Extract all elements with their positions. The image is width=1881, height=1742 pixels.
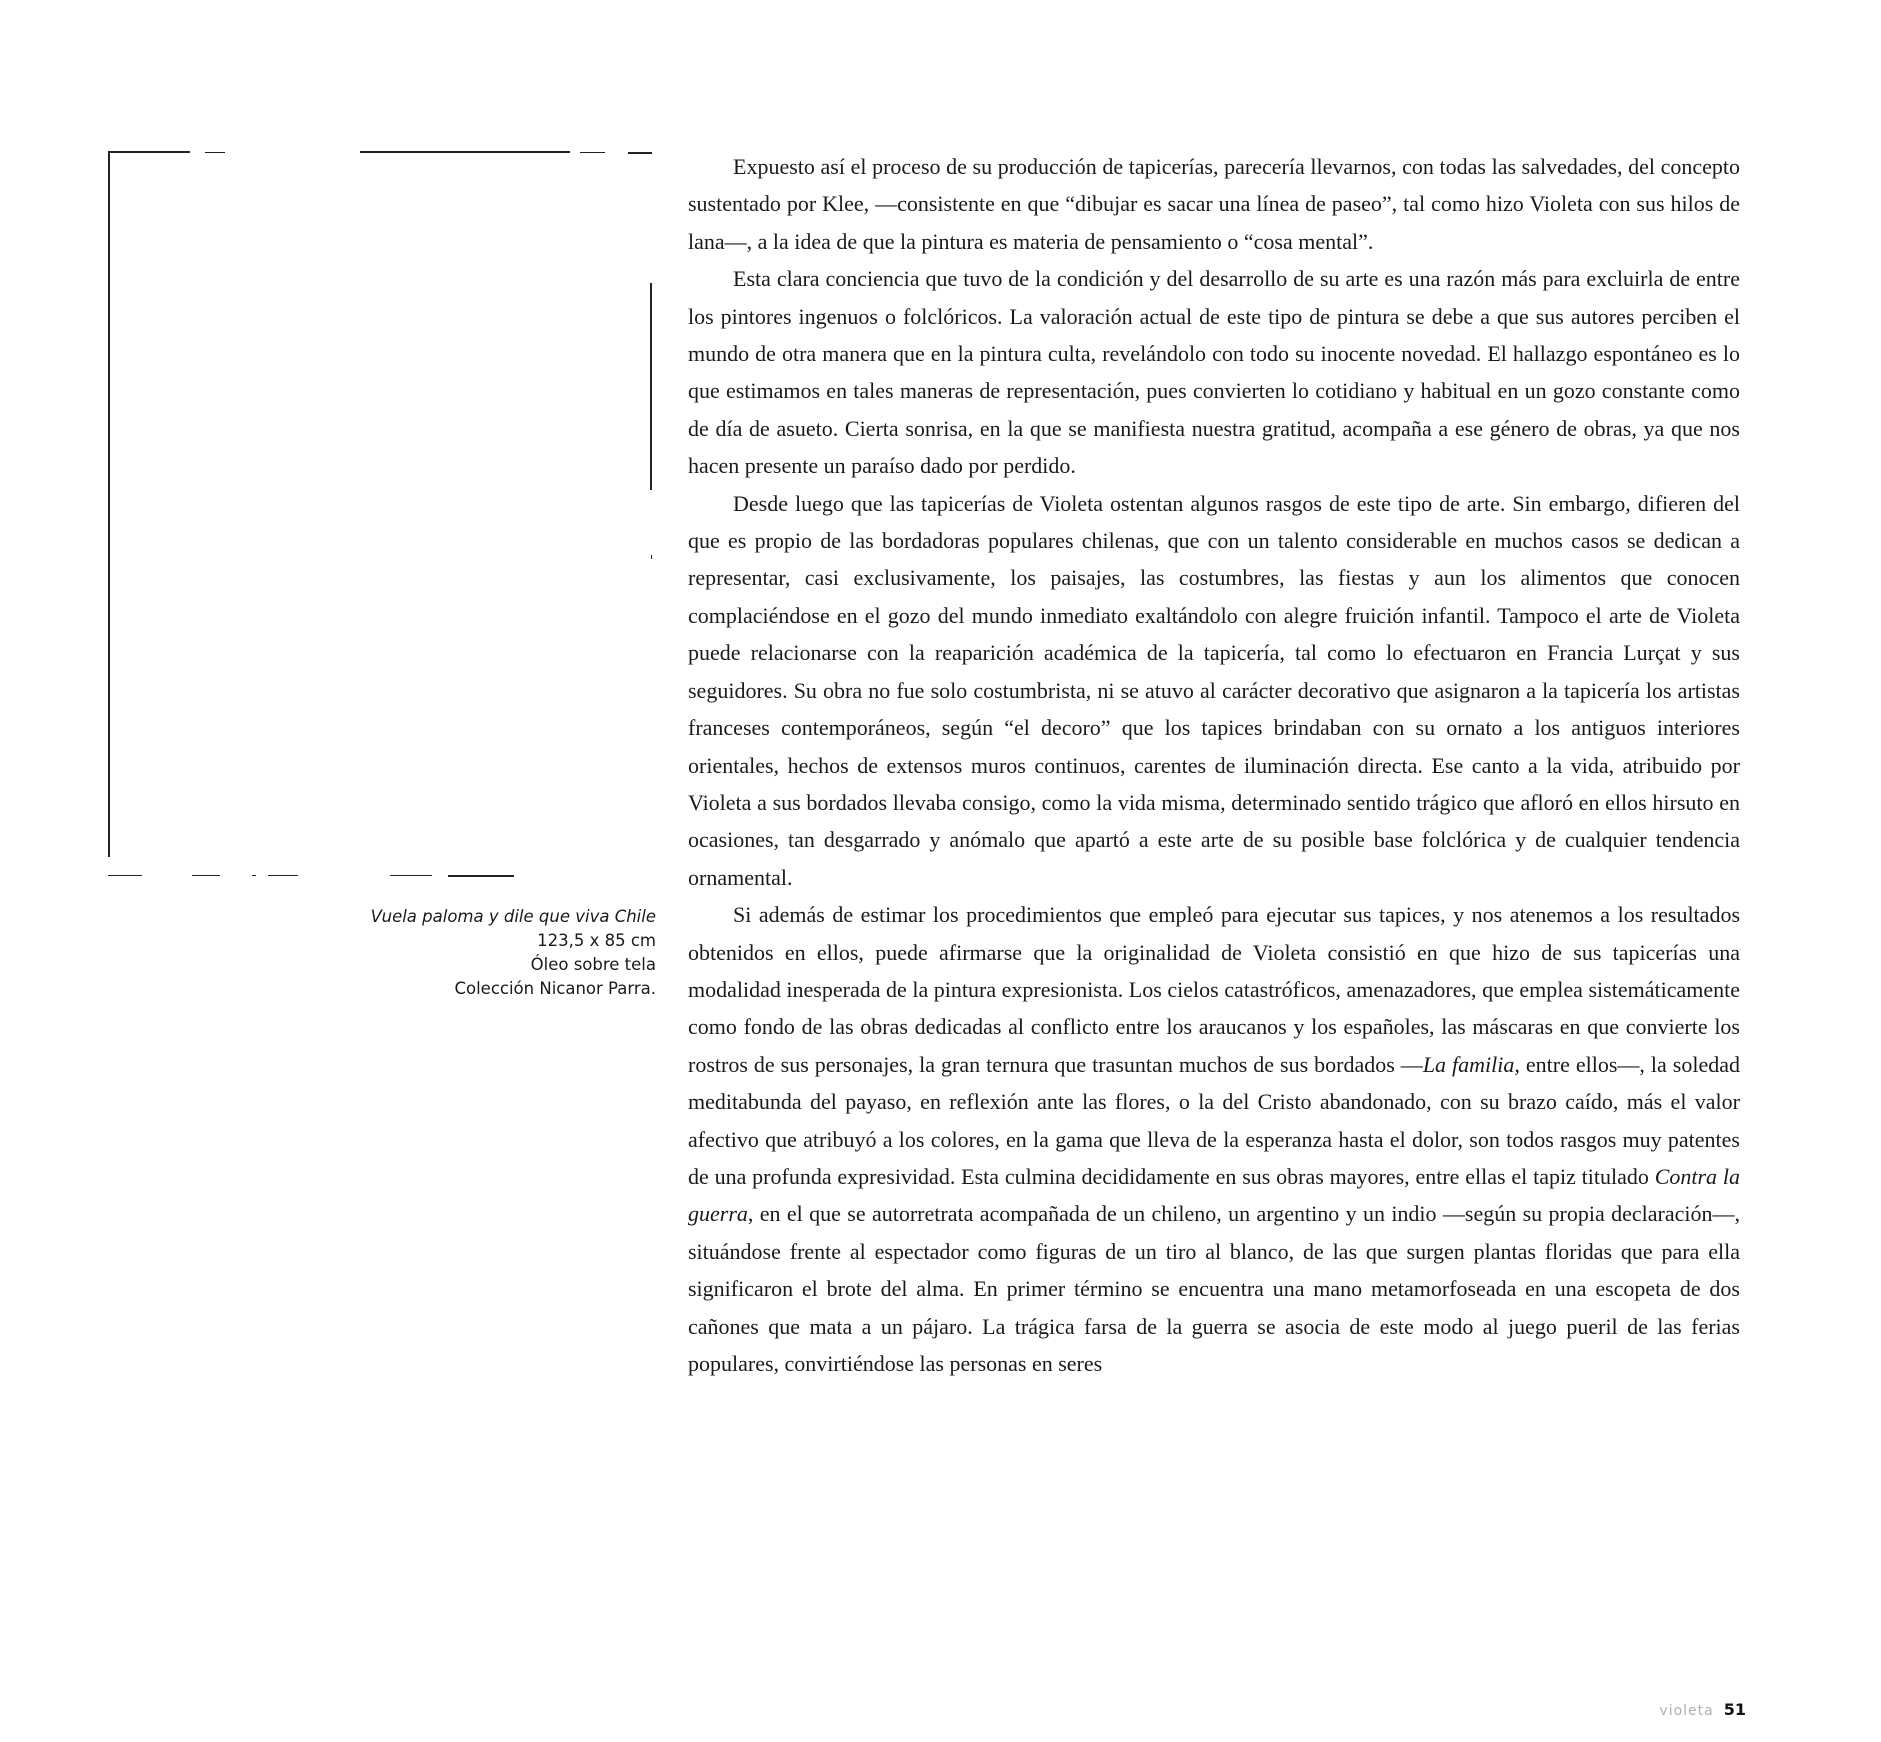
paragraph-3: Desde luego que las tapicerías de Violeta ostentan algunos rasgos de este tipo de arte. Sin embargo, difieren del que es propio de las bordadoras populares chilenas, que con un talento considerable en muchos casos se dedican a representar, casi exclusivamente, los paisajes, las costumbres, las fiestas y aun los alimentos que conocen complaciéndose en el gozo del mundo inmediato exaltándolo con alegre fruición infantil. Tampoco el arte de Violeta puede relacionarse con la reaparición académica de la tapicería, tal como lo efectuaron en Francia Lurçat y sus seguidores. Su obra no fue solo costumbrista, ni se atuvo al carácter decorativo que asignaron a la tapicería los artistas franceses contemporáneos, según “el decoro” que los tapices brindaban con su ornato a los antiguos interiores orientales, hechos de extensos muros continuos, carentes de iluminación directa. Ese canto a la vida, atribuido por Violeta a sus bordados llevaba consigo, como la vida misma, determinado sentido trágico que afloró en ellos hirsuto en ocasiones, tan desgarrado y anómalo que apartó a este arte de su posible base folclórica y de cualquier tendencia ornamental. <box>688 490 1740 890</box>
frame-edge <box>448 875 514 877</box>
artwork-title-contra-la-guerra: Contra la guerra <box>688 1163 1740 1227</box>
paragraph-1: Expuesto así el proceso de su producción de tapicerías, parecería llevarnos, con todas las salvedades, del concepto sustentado por Klee, —consistente en que “dibujar es sacar una línea de paseo”, tal como hizo Violeta con sus hilos de lana—, a la idea de que la pintura es materia de pensamiento o “cosa mental”. <box>688 154 1740 254</box>
running-head: violeta <box>1659 1703 1714 1719</box>
caption-dimensions: 123,5 x 85 cm <box>537 931 656 950</box>
paragraph-4-part-c: , en el que se autorretrata acompañada de un chileno, un argentino y un indio —según su propia declaración—, situándose frente al espectador como figuras de un tiro al blanco, de las que surgen plantas floridas que para ella significaron el brote del alma. En primer término se encuentra una mano metamorfoseada en una escopeta de dos cañones que mata a un pájaro. La trágica farsa de la guerra se asocia de este modo al juego pueril de las ferias populares, convirtiéndose las personas en seres <box>688 1201 1740 1376</box>
caption-title: Vuela paloma y dile que viva Chile <box>370 907 656 926</box>
frame-edge <box>360 151 570 153</box>
article-body <box>688 148 1740 1382</box>
caption-technique: Óleo sobre tela <box>530 955 656 974</box>
frame-edge <box>108 645 109 675</box>
frame-edge <box>108 151 190 153</box>
artwork-caption <box>300 905 656 1001</box>
frame-edge <box>268 875 298 876</box>
frame-edge <box>252 875 256 876</box>
frame-edge <box>108 151 110 857</box>
frame-edge <box>108 875 142 876</box>
paragraph-4 <box>688 896 1740 1382</box>
frame-edge <box>205 152 225 153</box>
paragraph-4-part-a: Si además de estimar los procedimientos que empleó para ejecutar sus tapices, y nos atenemos a los resultados obtenidos en ellos, puede afirmarse que la originalidad de Violeta consistió en que hizo de sus tapicerías una modalidad inesperada de la pintura expresionista. Los cielos catastróficos, amenazadores, que emplea sistemáticamente como fondo de las obras dedicadas al conflicto entre los araucanos y los españoles, las máscaras en que convierte los rostros de sus personajes, la gran ternura que trasuntan muchos de sus bordados — <box>688 902 1740 1077</box>
frame-edge <box>650 283 652 490</box>
frame-edge <box>580 152 605 153</box>
caption-collection: Colección Nicanor Parra. <box>454 979 656 998</box>
page-number: 51 <box>1723 1700 1746 1719</box>
frame-edge <box>390 875 432 876</box>
paragraph-2: Esta clara conciencia que tuvo de la condición y del desarrollo de su arte es una razón más para excluirla de entre los pintores ingenuos o folclóricos. La valoración actual de este tipo de pintura se debe a que sus autores perciben el mundo de otra manera que en la pintura culta, revelándolo con todo su inocente novedad. El hallazgo espontáneo es lo que estimamos en tales maneras de representación, pues convierten lo cotidiano y habitual en un gozo constante como de día de asueto. Cierta sonrisa, en la que se manifiesta nuestra gratitud, acompaña a ese género de obras, ya que nos hacen presente un paraíso dado por perdido. <box>688 266 1740 479</box>
frame-edge <box>651 555 652 559</box>
page-footer <box>1606 1700 1746 1719</box>
frame-edge <box>192 875 220 876</box>
paragraph-4-part-b: , entre ellos—, la soledad meditabunda del payaso, en reflexión ante las flores, o la del Cristo abandonado, con su brazo caído, más el valor afectivo que atribuyó a los colores, en la gama que lleva de la esperanza hasta el dolor, son todos rasgos muy patentes de una profunda expresividad. Esta culmina decididamente en sus obras mayores, entre ellas el tapiz titulado <box>688 1051 1740 1189</box>
frame-edge <box>628 152 652 154</box>
artwork-title-la-familia: La familia <box>1422 1051 1515 1077</box>
